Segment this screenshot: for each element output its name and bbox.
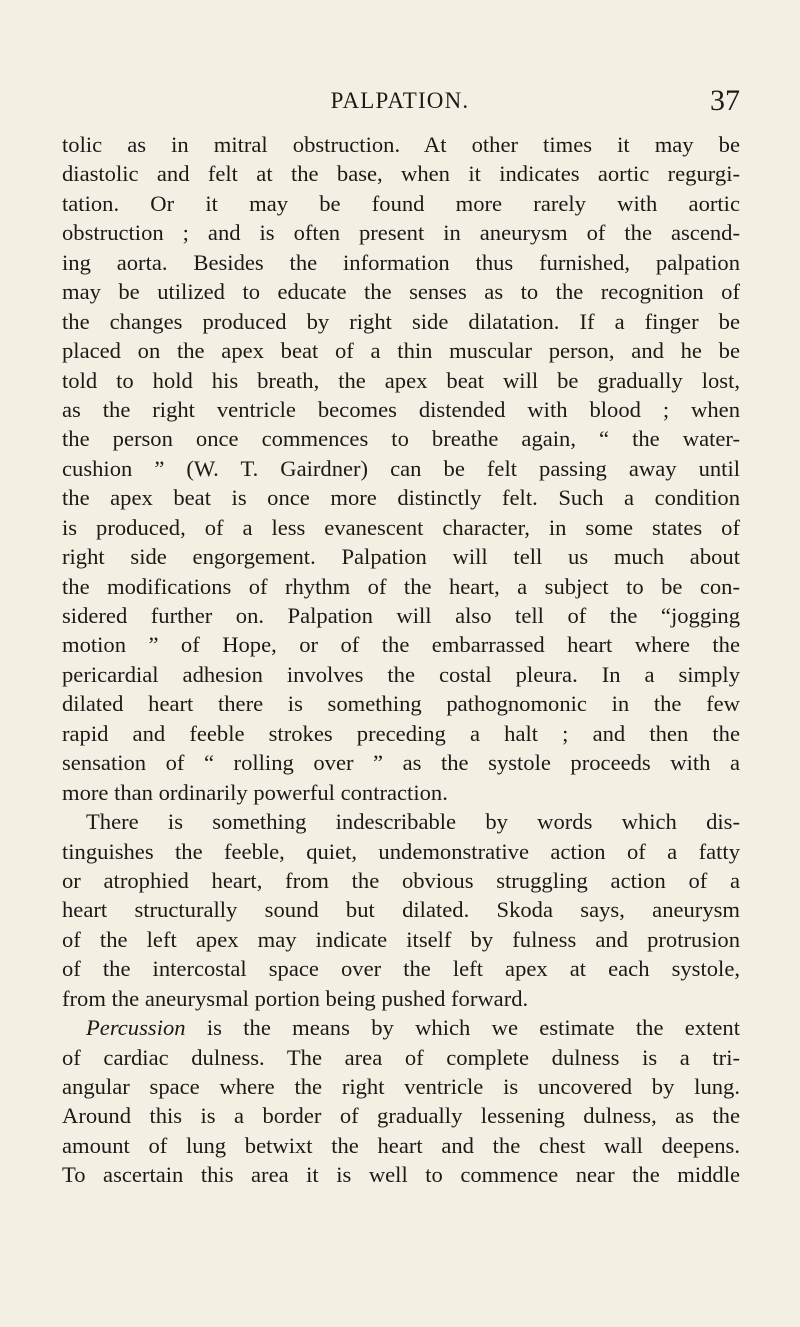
- text-line: the person once commences to breathe again, “ the water-: [62, 426, 740, 452]
- text-line: sidered further on. Palpation will also tell of the “jogging: [62, 603, 740, 628]
- text-line: may be utilized to educate the senses as to the recognition of: [62, 279, 740, 305]
- text-line: Around this is a border of gradually lessening dulness, as the: [62, 1103, 740, 1129]
- text-line: sensation of “ rolling over ” as the systole proceeds with a: [62, 750, 740, 776]
- paragraph-end-line: more than ordinarily powerful contraction.: [62, 779, 448, 805]
- text-line: placed on the apex beat of a thin muscular person, and he be: [62, 338, 740, 364]
- text-line: or atrophied heart, from the obvious struggling action of a: [62, 867, 740, 893]
- text-line: tinguishes the feeble, quiet, undemonstrative action of a fatty: [62, 838, 740, 864]
- text-line: of the intercostal space over the left apex at each systole,: [62, 956, 740, 982]
- paragraph-start-line: [62, 1013, 740, 1042]
- text-line: told to hold his breath, the apex beat will be gradually lost,: [62, 367, 740, 393]
- text-line: amount of lung betwixt the heart and the chest wall deepens.: [62, 1132, 740, 1158]
- text-line: ing aorta. Besides the information thus furnished, palpation: [62, 249, 740, 275]
- text-line: pericardial adhesion involves the costal pleura. In a simply: [62, 661, 740, 687]
- text-line: tation. Or it may be found more rarely with aortic: [62, 190, 740, 216]
- running-head: [60, 84, 740, 124]
- text-line: of cardiac dulness. The area of complete dulness is a tri-: [62, 1044, 740, 1070]
- text-line: obstruction ; and is often present in aneurysm of the ascend-: [62, 220, 740, 246]
- text-line: motion ” of Hope, or of the embarrassed heart where the: [62, 632, 740, 658]
- text-line: as the right ventricle becomes distended with blood ; when: [62, 396, 740, 422]
- text-line: the modifications of rhythm of the heart, a subject to be con-: [62, 573, 740, 599]
- text-line: dilated heart there is something pathognomonic in the few: [62, 691, 740, 717]
- text-line: right side engorgement. Palpation will tell us much about: [62, 544, 740, 570]
- paragraph-start-line: There is something indescribable by words which dis-: [86, 809, 740, 835]
- text-line: diastolic and felt at the base, when it indicates aortic regurgi-: [62, 161, 740, 187]
- text-line: cushion ” (W. T. Gairdner) can be felt passing away until: [62, 455, 740, 481]
- text-line: of the left apex may indicate itself by fulness and protrusion: [62, 926, 740, 952]
- text-line: To ascertain this area it is well to commence near the middle: [62, 1162, 740, 1188]
- text-line: is produced, of a less evanescent character, in some states of: [62, 514, 740, 540]
- body-text: [62, 130, 740, 1190]
- page-number: 37: [710, 84, 740, 117]
- line-rest: is the means by which we estimate the extent: [185, 1015, 740, 1041]
- paragraph-end-line: from the aneurysmal portion being pushed forward.: [62, 985, 529, 1011]
- chapter-heading: PALPATION.: [330, 88, 470, 113]
- text-line: rapid and feeble strokes preceding a halt ; and then the: [62, 720, 740, 746]
- italic-term: Percussion: [86, 1015, 186, 1041]
- text-line: the changes produced by right side dilatation. If a finger be: [62, 308, 740, 334]
- text-line: heart structurally sound but dilated. Skoda says, aneurysm: [62, 897, 740, 923]
- text-line: angular space where the right ventricle is uncovered by lung.: [62, 1074, 740, 1099]
- text-line: tolic as in mitral obstruction. At other times it may be: [62, 132, 740, 157]
- text-line: the apex beat is once more distinctly felt. Such a condition: [62, 485, 740, 511]
